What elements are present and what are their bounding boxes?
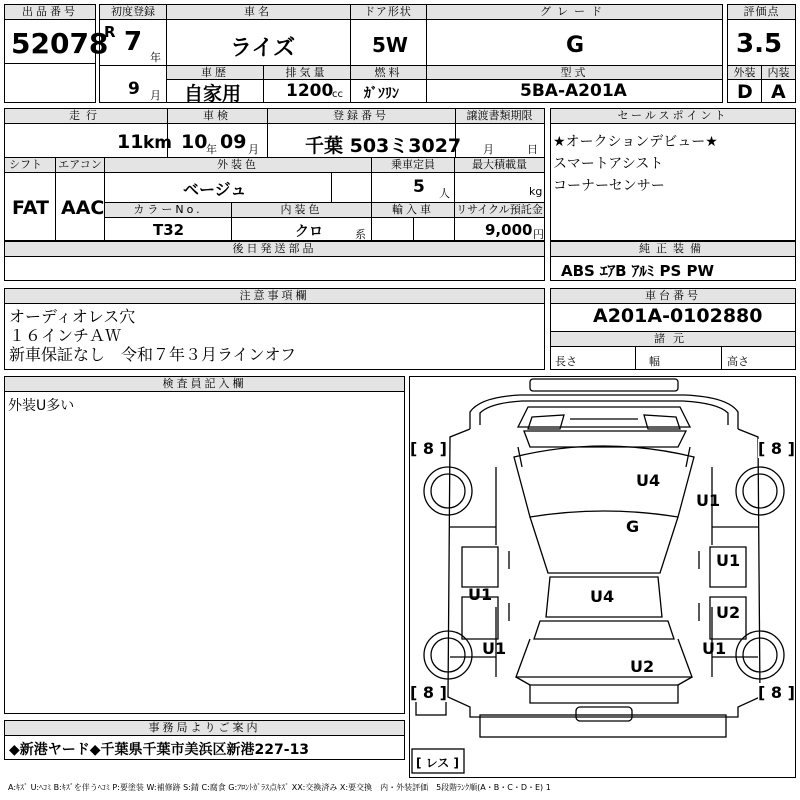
tire-mark-rear-left: [ 8 ] [410, 683, 447, 702]
reg-month: 9 [128, 79, 140, 99]
score: 3.5 [736, 29, 783, 59]
interior-color-unit: 系 [355, 228, 366, 241]
interior-color-label: 内装色 [232, 203, 371, 218]
inspection-label: 車検 [167, 109, 267, 124]
car-diagram [409, 376, 796, 778]
damage-mark: U4 [636, 471, 661, 490]
capacity-unit: 人 [439, 187, 450, 200]
ext-label: 外装 [728, 66, 761, 80]
inspection-year: 10 [181, 131, 208, 153]
damage-mark: U1 [468, 585, 493, 604]
grade: G [566, 33, 585, 58]
shift: FAT [12, 197, 49, 219]
color-label: 外装色 [105, 158, 371, 173]
interior-color: クロ [295, 224, 323, 240]
car-outline [410, 377, 795, 777]
air-conditioner: AAC [61, 197, 105, 219]
later-parts-box [4, 241, 545, 281]
selling-point-1: ★オークションデビュー★ [553, 134, 718, 150]
insp-year-unit: 年 [206, 143, 217, 156]
office-box [4, 720, 405, 760]
damage-mark: U1 [696, 491, 721, 510]
damage-mark: U4 [590, 587, 615, 606]
selling-points-box [550, 108, 796, 241]
transfer-label: 譲渡書類期限 [455, 109, 544, 124]
car-name-label: 車名 [166, 5, 350, 20]
plate-label: 登録番号 [267, 109, 455, 124]
inspection-month: 09 [220, 131, 247, 153]
note-line-2: １６インチＡＷ [9, 326, 122, 345]
load-label: 最大積載量 [455, 158, 544, 173]
lot-label: 出品番号 [5, 5, 95, 20]
spec-box [4, 108, 545, 241]
plate-number: 千葉 503ミ3027 [305, 135, 462, 157]
office-text: ◆新港ヤード◆千葉県千葉市美浜区新港227-13 [9, 742, 310, 758]
length-label: 長さ [555, 355, 577, 368]
load-unit: kg [529, 185, 543, 198]
width-label: 幅 [649, 355, 660, 368]
history-label: 車歴 [167, 66, 263, 80]
car-name: ライズ [230, 36, 296, 61]
reg-year: 7 [124, 27, 143, 57]
recycle-fee: 9,000 [485, 221, 533, 239]
damage-mark: U1 [716, 551, 741, 570]
equipment-list: ABS ｴｱB ｱﾙﾐ PS PW [561, 262, 715, 280]
selling-point-2: スマートアシスト [553, 156, 664, 172]
note-line-1: オーディオレス穴 [9, 307, 136, 326]
chassis-number: A201A-0102880 [593, 305, 763, 327]
mileage-unit: km [143, 133, 173, 153]
fuel: ｶﾞｿﾘﾝ [364, 86, 399, 102]
int-grade: A [771, 81, 786, 103]
door-type: 5W [372, 33, 408, 57]
equipment-box [550, 241, 796, 281]
notes-label: 注意事項欄 [5, 289, 544, 304]
ac-label: エアコン [56, 158, 104, 173]
shift-label: シフト [5, 158, 55, 173]
damage-mark: U1 [482, 639, 507, 658]
year-unit: 年 [150, 51, 161, 64]
inspector-comment: 外装U多い [8, 398, 75, 414]
month-unit: 月 [150, 89, 161, 102]
selling-points-label: セールスポイント [551, 109, 795, 124]
grade-label: グレード [426, 5, 722, 20]
lot-box [4, 4, 109, 103]
score-box [727, 4, 796, 103]
inspector-box [4, 376, 405, 714]
displacement-label: 排気量 [263, 66, 350, 80]
color-number: T32 [153, 221, 185, 239]
height-label: 高さ [727, 355, 749, 368]
damage-mark: U1 [702, 639, 727, 658]
transfer-month: 月 [483, 143, 494, 156]
insp-month-unit: 月 [248, 143, 259, 156]
mileage: 11 [117, 131, 144, 153]
tire-mark-front-right: [ 8 ] [758, 439, 795, 458]
import-label: 輸入車 [372, 203, 454, 218]
capacity-label: 乗車定員 [372, 158, 454, 173]
fuel-label: 燃料 [351, 66, 426, 80]
recycle-unit: 円 [533, 228, 544, 241]
model: 5BA-A201A [520, 81, 627, 101]
damage-mark: U2 [716, 603, 741, 622]
later-parts-label: 後日発送部品 [5, 242, 544, 257]
dims-label: 諸元 [551, 332, 795, 347]
displacement-unit: cc [332, 89, 343, 100]
equipment-label: 純正装備 [551, 242, 795, 257]
displacement: 1200 [286, 81, 334, 101]
era: R [104, 23, 116, 41]
tire-mark-front-left: [ 8 ] [410, 439, 447, 458]
history: 自家用 [184, 83, 242, 105]
chassis-label: 車台番号 [551, 289, 795, 304]
ext-grade: D [737, 81, 753, 103]
model-label: 型式 [427, 66, 722, 80]
mileage-label: 走行 [5, 109, 167, 124]
notes-box [4, 288, 545, 370]
first-reg-label: 初度登録 [100, 5, 166, 20]
recycle-label: リサイクル預託金 [456, 203, 543, 216]
legend-text: A:ｷｽﾞ U:ﾍｺﾐ B:ｷｽﾞを伴うﾍｺﾐ P:要塗装 W:補修跡 S:錆 C:腐食 G:ﾌﾛﾝﾄｶﾞﾗｽ点ｷｽﾞ XX:交換済み X:要交換 内・外装評価 5段階ﾗﾝｸ順(A・B・C・D・E) 1 [8, 783, 551, 792]
score-label: 評価点 [728, 5, 795, 20]
exterior-color: ベージュ [183, 180, 247, 199]
lot-number: 52078 [11, 27, 109, 60]
selling-point-3: コーナーセンサー [553, 178, 665, 194]
color-no-label: カラーNo. [105, 203, 231, 218]
int-label: 内装 [762, 66, 795, 80]
transfer-day: 日 [527, 143, 538, 156]
capacity: 5 [413, 177, 425, 197]
spare-tire-mark: [ レス ] [416, 756, 459, 770]
chassis-box [550, 288, 796, 370]
damage-mark: U2 [630, 657, 655, 676]
note-line-3: 新車保証なし 令和７年３月ラインオフ [9, 345, 297, 364]
door-label: ドア形状 [350, 5, 426, 20]
inspector-label: 検査員記入欄 [5, 377, 404, 392]
damage-mark: G [626, 517, 640, 536]
vehicle-info-box [99, 4, 723, 103]
tire-mark-rear-right: [ 8 ] [758, 683, 795, 702]
office-label: 事務局よりご案内 [5, 721, 404, 736]
